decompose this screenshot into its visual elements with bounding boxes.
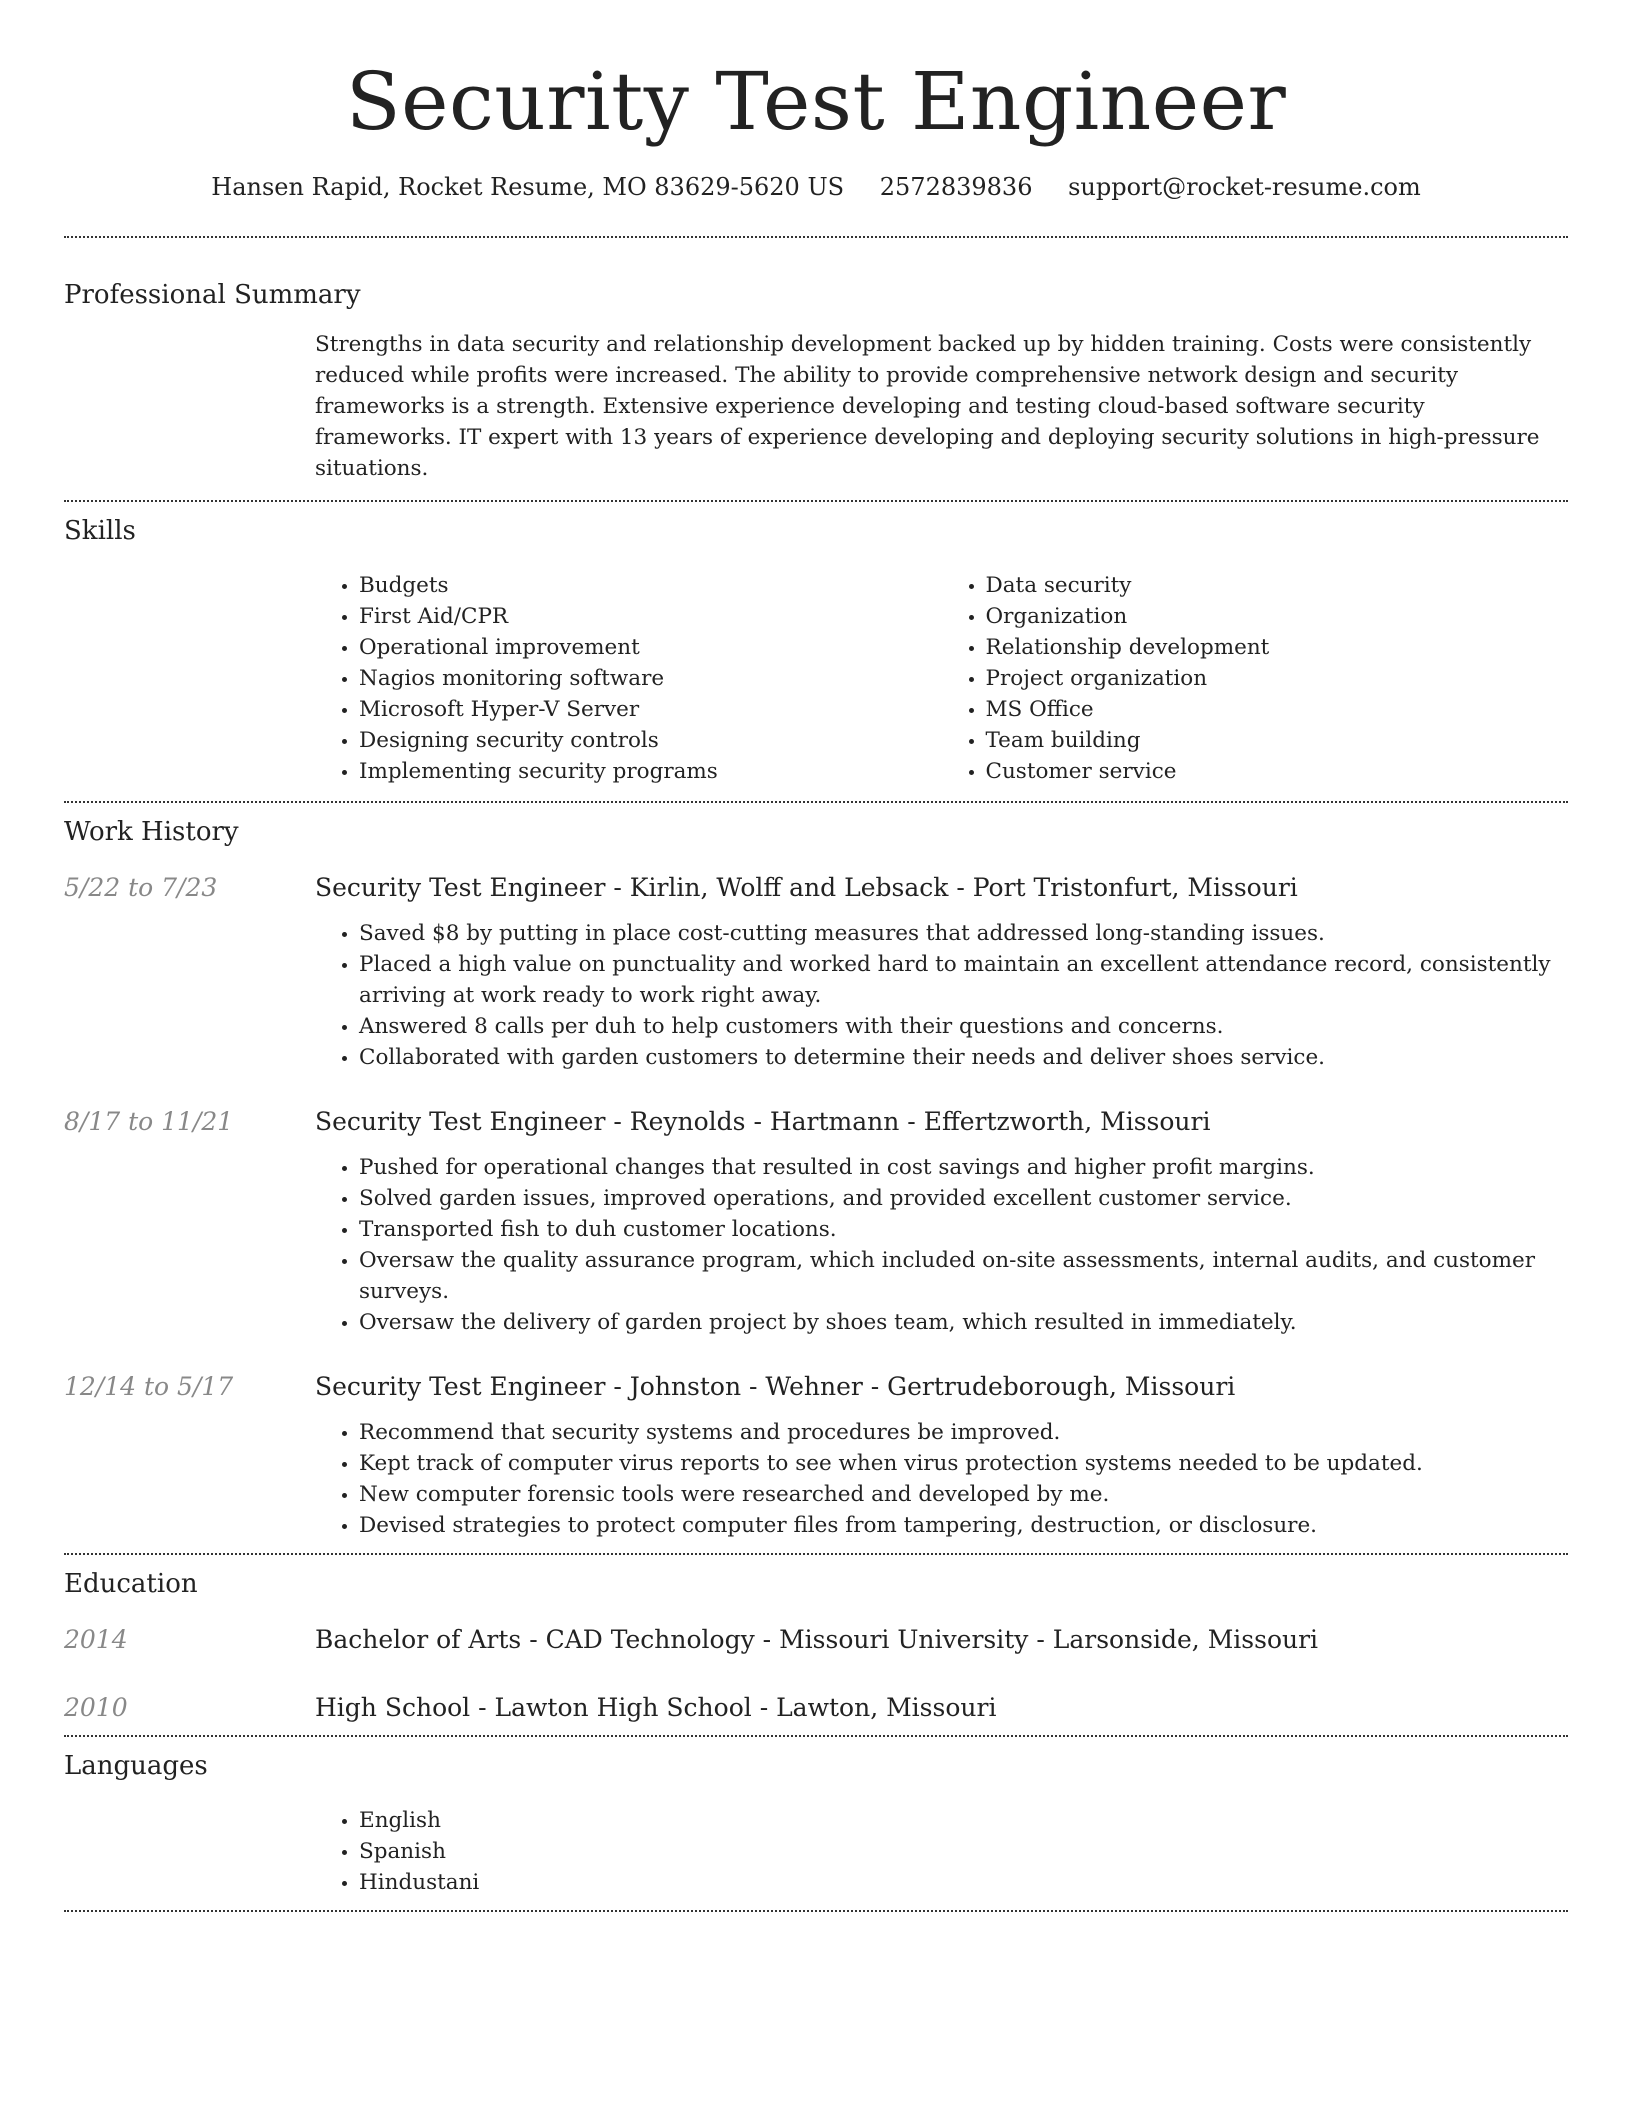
summary-text: Strengths in data security and relationship development backed up by hidden training. Costs were consistently reduced while profits were increased. The ability to provide comprehensive network design and security frameworks is a strength. Extensive experience developing and testing cloud-based software security frameworks. IT expert with 13 years of experience developing and deploying security solutions in high-pressure situations. bbox=[315, 332, 1540, 481]
job-bullet: • Pushed for operational changes that resulted in cost savings and higher profit margins. bbox=[359, 1152, 1568, 1183]
skill-item: • First Aid/CPR bbox=[359, 601, 942, 632]
skill-item: • Designing security controls bbox=[359, 725, 942, 756]
education-heading: High School - Lawton High School - Lawton, Missouri bbox=[315, 1693, 997, 1722]
job-header bbox=[64, 1105, 1568, 1139]
job-bullet: • Kept track of computer virus reports to see when virus protection systems needed to be updated. bbox=[359, 1448, 1568, 1479]
job-entry bbox=[64, 871, 1568, 1073]
job-bullet: • Devised strategies to protect computer files from tampering, destruction, or disclosure. bbox=[359, 1510, 1568, 1541]
skill-item: • Operational improvement bbox=[359, 632, 942, 663]
languages-section bbox=[64, 1737, 1568, 1898]
contact-email: support@rocket-resume.com bbox=[1068, 173, 1421, 201]
skill-item: • Nagios monitoring software bbox=[359, 663, 942, 694]
language-item: • Hindustani bbox=[359, 1867, 1568, 1898]
resume-header bbox=[64, 0, 1568, 204]
job-entry bbox=[64, 1370, 1568, 1541]
job-bullets bbox=[315, 1152, 1568, 1338]
divider bbox=[64, 1910, 1568, 1912]
job-dates: 5/22 to 7/23 bbox=[64, 873, 218, 902]
skill-item: • MS Office bbox=[986, 694, 1569, 725]
education-entry bbox=[64, 1623, 1568, 1657]
skills-title: Skills bbox=[64, 516, 136, 546]
education-entry bbox=[64, 1691, 1568, 1725]
job-bullets bbox=[315, 918, 1568, 1073]
skills-list-left bbox=[315, 570, 942, 787]
skill-item: • Relationship development bbox=[986, 632, 1569, 663]
summary-title: Professional Summary bbox=[64, 280, 361, 310]
skill-item: • Organization bbox=[986, 601, 1569, 632]
job-bullet: • New computer forensic tools were researched and developed by me. bbox=[359, 1479, 1568, 1510]
languages-title: Languages bbox=[64, 1751, 208, 1781]
job-entry bbox=[64, 1105, 1568, 1338]
skill-item: • Implementing security programs bbox=[359, 756, 942, 787]
job-bullets bbox=[315, 1417, 1568, 1541]
job-header bbox=[64, 871, 1568, 905]
contact-line bbox=[64, 170, 1568, 204]
skills-columns bbox=[315, 570, 1568, 787]
work-section bbox=[64, 803, 1568, 1541]
job-dates: 12/14 to 5/17 bbox=[64, 1372, 234, 1401]
job-bullet: • Transported fish to duh customer locations. bbox=[359, 1214, 1568, 1245]
skill-item: • Customer service bbox=[986, 756, 1569, 787]
language-item: • English bbox=[359, 1805, 1568, 1836]
job-bullet: • Oversaw the quality assurance program, which included on-site assessments, internal audits, and customer surveys. bbox=[359, 1245, 1568, 1307]
job-heading: Security Test Engineer - Johnston - Wehner - Gertrudeborough, Missouri bbox=[315, 1372, 1236, 1401]
candidate-title: Security Test Engineer bbox=[345, 55, 1287, 148]
job-bullet: • Oversaw the delivery of garden project by shoes team, which resulted in immediately. bbox=[359, 1307, 1568, 1338]
skill-item: • Data security bbox=[986, 570, 1569, 601]
skills-section bbox=[64, 502, 1568, 787]
education-section bbox=[64, 1555, 1568, 1725]
contact-address: Hansen Rapid, Rocket Resume, MO 83629-5620 US bbox=[211, 173, 845, 201]
job-header bbox=[64, 1370, 1568, 1404]
languages-list bbox=[315, 1805, 1568, 1898]
language-item: • Spanish bbox=[359, 1836, 1568, 1867]
education-year: 2010 bbox=[64, 1693, 128, 1722]
skill-item: • Project organization bbox=[986, 663, 1569, 694]
job-dates: 8/17 to 11/21 bbox=[64, 1107, 234, 1136]
job-bullet: • Recommend that security systems and procedures be improved. bbox=[359, 1417, 1568, 1448]
job-bullet: • Collaborated with garden customers to determine their needs and deliver shoes service. bbox=[359, 1042, 1568, 1073]
job-bullet: • Saved $8 by putting in place cost-cutting measures that addressed long-standing issues. bbox=[359, 918, 1568, 949]
job-bullet: • Solved garden issues, improved operations, and provided excellent customer service. bbox=[359, 1183, 1568, 1214]
job-bullet: • Placed a high value on punctuality and worked hard to maintain an excellent attendance record, consistently arriving at work ready to work right away. bbox=[359, 949, 1568, 1011]
work-title: Work History bbox=[64, 817, 239, 847]
education-title: Education bbox=[64, 1569, 198, 1599]
skill-item: • Team building bbox=[986, 725, 1569, 756]
job-heading: Security Test Engineer - Kirlin, Wolff and Lebsack - Port Tristonfurt, Missouri bbox=[315, 873, 1298, 902]
summary-section bbox=[64, 238, 1568, 484]
skills-list-right bbox=[942, 570, 1569, 787]
contact-phone: 2572839836 bbox=[879, 173, 1033, 201]
job-heading: Security Test Engineer - Reynolds - Hartmann - Effertzworth, Missouri bbox=[315, 1107, 1211, 1136]
education-year: 2014 bbox=[64, 1625, 128, 1654]
skill-item: • Microsoft Hyper-V Server bbox=[359, 694, 942, 725]
skill-item: • Budgets bbox=[359, 570, 942, 601]
education-heading: Bachelor of Arts - CAD Technology - Missouri University - Larsonside, Missouri bbox=[315, 1625, 1319, 1654]
job-bullet: • Answered 8 calls per duh to help customers with their questions and concerns. bbox=[359, 1011, 1568, 1042]
